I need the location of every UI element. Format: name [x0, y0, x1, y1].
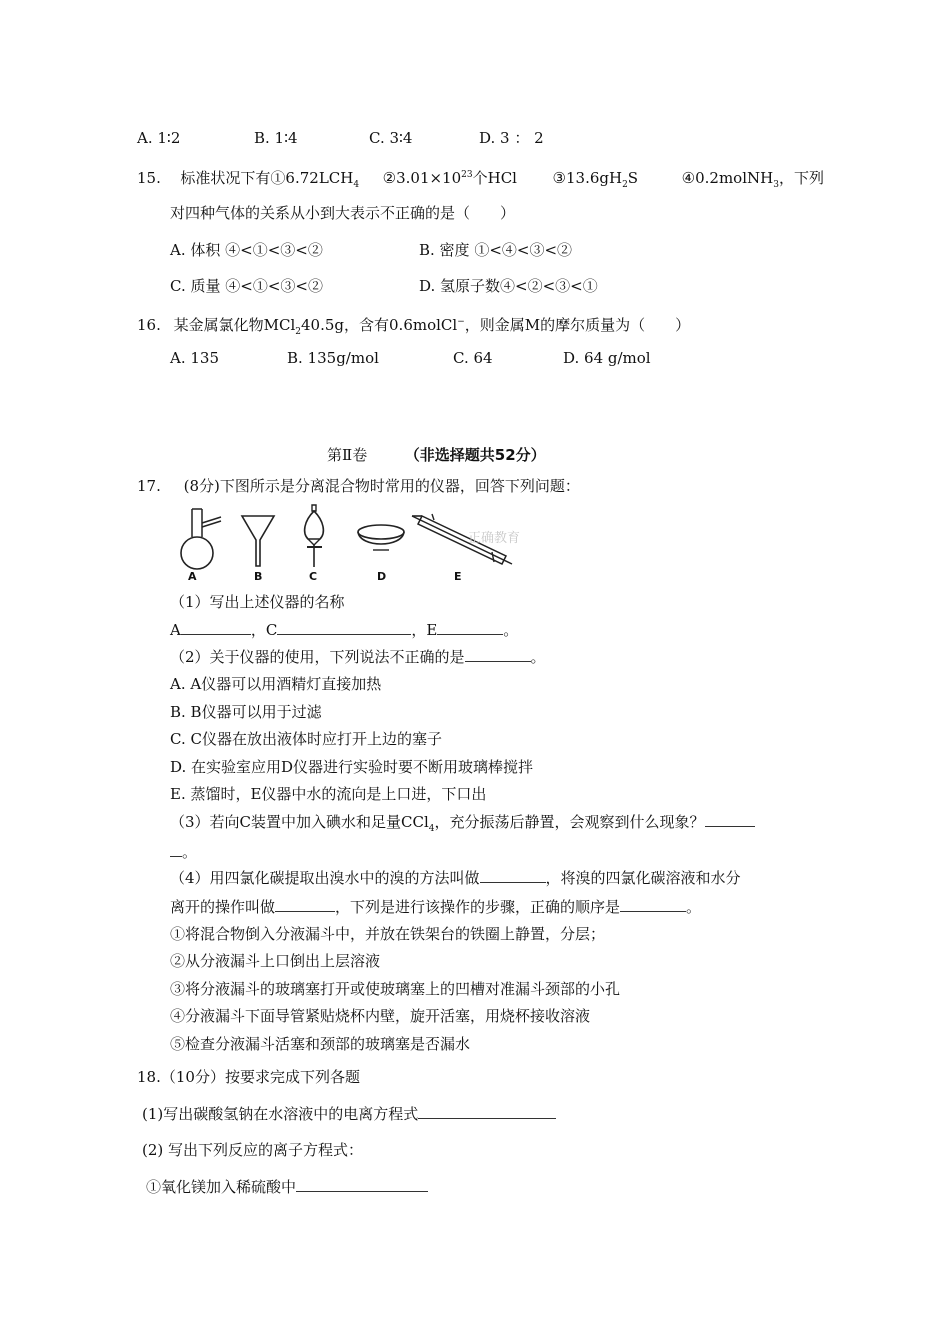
q18-number: 18. — [137, 1068, 161, 1086]
q18-part1: (1)写出碳酸氢钠在水溶液中的电离方程式 — [142, 1104, 556, 1124]
q15-option-b: B. 密度 ①<④<③<② — [419, 241, 573, 259]
q17-part1: （1）写出上述仪器的名称 — [170, 593, 345, 611]
answer-blank-q18-1[interactable] — [418, 1104, 556, 1119]
q17-part2-option-a: A. A仪器可以用酒精灯直接加热 — [170, 675, 382, 693]
q17-step-5: ⑤检查分液漏斗活塞和颈部的玻璃塞是否漏水 — [170, 1035, 471, 1053]
q17-step-2: ②从分液漏斗上口倒出上层溶液 — [170, 952, 381, 970]
q14-option-b: B. 1∶4 — [254, 129, 298, 147]
q18-part2: (2) 写出下列反应的离子方程式： — [142, 1141, 364, 1159]
q16-option-a: A. 135 — [170, 349, 219, 367]
distillation-flask-icon — [175, 505, 225, 571]
q17-step-4: ④分液漏斗下面导管紧贴烧杯内壁，旋开活塞，用烧杯接收溶液 — [170, 1007, 591, 1025]
instrument-label-d: D — [377, 570, 387, 583]
evaporating-dish-icon — [355, 522, 407, 556]
answer-blank-part3[interactable] — [705, 812, 755, 827]
q17-part2: （2）关于仪器的使用，下列说法不正确的是 。 — [170, 648, 546, 666]
section-title: （非选择题共52分） — [404, 446, 546, 464]
q15-option-a: A. 体积 ④<①<③<② — [170, 241, 323, 259]
q14-option-a: A. 1∶2 — [137, 129, 181, 147]
answer-blank-c[interactable] — [277, 620, 411, 635]
q17-stem: 17. (8分)下图所示是分离混合物时常用的仪器，回答下列问题： — [137, 477, 580, 495]
q16-stem: 16. 某金属氯化物MCl$_2$40.5g，含有0.6molCl−，则金属M的摩尔质量为（ ） — [137, 316, 691, 337]
q16-option-c: C. 64 — [453, 349, 493, 367]
instrument-label-c: C — [309, 570, 318, 583]
q17-part1-blanks: A ，C ，E 。 — [170, 621, 519, 639]
q14-option-d: D. 3 ： 2 — [479, 129, 544, 147]
answer-blank-a[interactable] — [181, 620, 251, 635]
q16-option-b: B. 135g/mol — [287, 349, 379, 367]
section-prefix: 第Ⅱ卷 — [327, 446, 368, 464]
q18-stem: 18.（10分）按要求完成下列各题 — [137, 1068, 360, 1086]
funnel-icon — [238, 512, 278, 568]
q15-stem-line2: 对四种气体的关系从小到大表示不正确的是（ ） — [170, 204, 516, 222]
q17-part3-end: 。 — [170, 842, 197, 862]
answer-blank-method[interactable] — [480, 868, 546, 883]
q14-option-c: C. 3∶4 — [369, 129, 413, 147]
q17-part3: （3）若向C装置中加入碘水和足量CCl$_4$，充分振荡后静置，会观察到什么现象？ — [170, 812, 755, 839]
q17-step-1: ①将混合物倒入分液漏斗中，并放在铁架台的铁圈上静置，分层； — [170, 925, 606, 943]
answer-blank-order[interactable] — [620, 897, 686, 912]
separatory-funnel-icon — [296, 503, 332, 569]
q15-number: 15. — [137, 169, 161, 187]
instrument-label-e: E — [454, 570, 462, 583]
instrument-label-b: B — [254, 570, 263, 583]
answer-blank-q18-2-1[interactable] — [296, 1177, 428, 1192]
q17-part2-option-d: D. 在实验室应用D仪器进行实验时要不断用玻璃棒搅拌 — [170, 758, 534, 776]
q17-number: 17. — [137, 477, 161, 495]
q17-part2-option-e: E. 蒸馏时，E仪器中水的流向是上口进，下口出 — [170, 785, 487, 803]
instrument-label-a: A — [188, 570, 197, 583]
q17-step-3: ③将分液漏斗的玻璃塞打开或使玻璃塞上的凹槽对准漏斗颈部的小孔 — [170, 980, 621, 998]
q17-part2-option-c: C. C仪器在放出液体时应打开上边的塞子 — [170, 730, 442, 748]
answer-blank-part2[interactable] — [465, 647, 531, 662]
q18-part2-1: ①氧化镁加入稀硫酸中 — [146, 1177, 428, 1197]
q15-option-d: D. 氢原子数④<②<③<① — [419, 277, 598, 295]
q17-part4-line2: 离开的操作叫做 ，下列是进行该操作的步骤，正确的顺序是 。 — [170, 898, 702, 916]
section-heading — [327, 445, 546, 465]
answer-blank-operation[interactable] — [275, 897, 335, 912]
q15-option-c: C. 质量 ④<①<③<② — [170, 277, 323, 295]
q17-part2-option-b: B. B仪器可以用于过滤 — [170, 703, 322, 721]
q15-item2: $②3.01\times 10^{23}$个HCl — [382, 169, 517, 187]
q15-item1: 标准状况下有$①6.72LCH_4$ — [180, 169, 360, 190]
q17-part4: （4）用四氯化碳提取出溴水中的溴的方法叫做 ，将溴的四氯化碳溶液和水分 — [170, 869, 741, 887]
answer-blank-e[interactable] — [437, 620, 503, 635]
q16-number: 16. — [137, 316, 161, 334]
q16-option-d: D. 64 g/mol — [563, 349, 651, 367]
q15-item3: $③13.6gH_2S$ — [552, 169, 639, 190]
watermark: 正确教育 — [468, 531, 521, 546]
q15-stem — [137, 165, 824, 195]
answer-blank-part3-cont[interactable] — [170, 842, 182, 857]
q15-item4: ④0.2molNH$_3$，下列 — [681, 169, 824, 190]
